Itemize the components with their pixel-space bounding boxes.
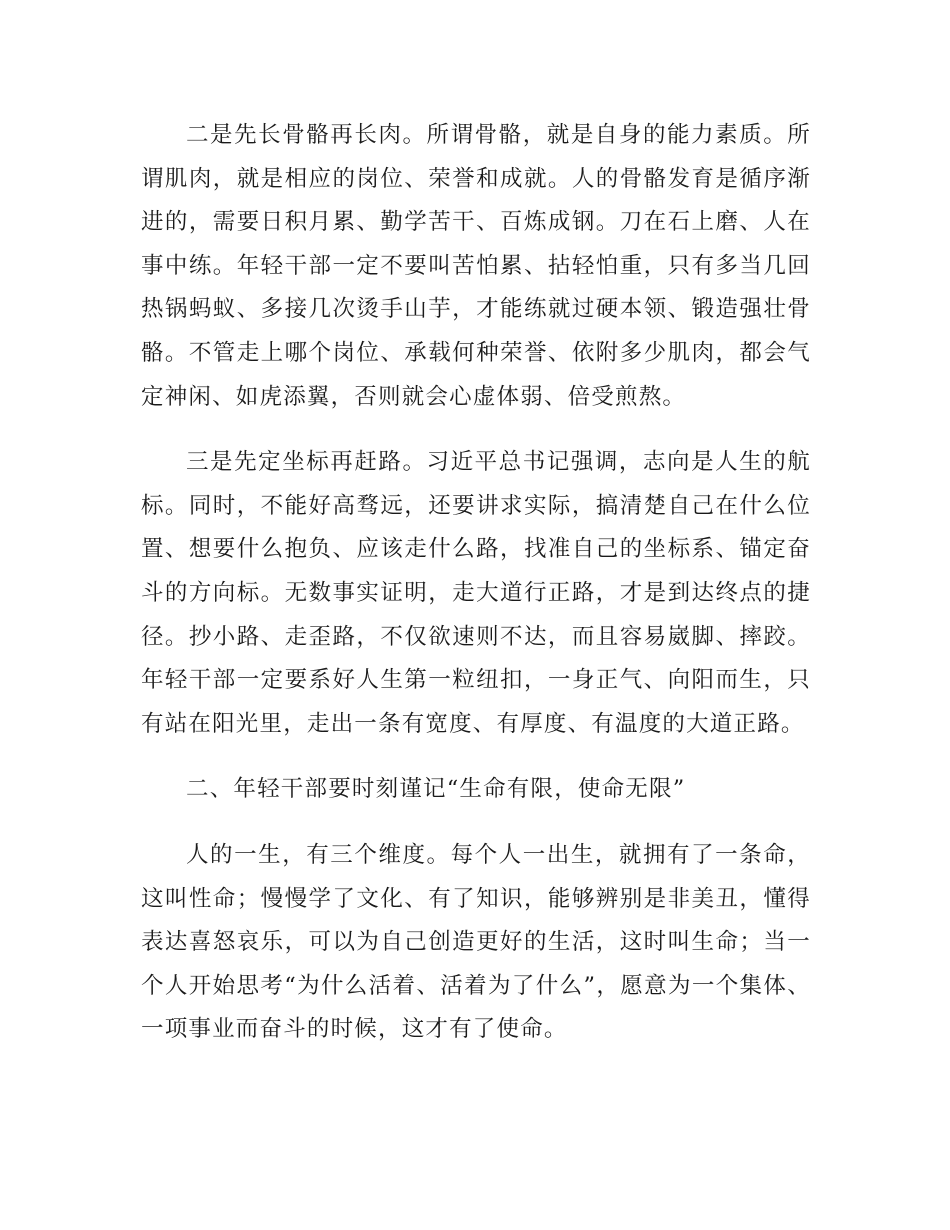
section-heading: 二、年轻干部要时刻谨记“生命有限，使命无限”: [186, 776, 686, 803]
document-body: [141, 114, 811, 1074]
paragraph-bone-before-flesh: 二是先长骨骼再长肉。所谓骨骼，就是自身的能力素质。所谓肌肉，就是相应的岗位、荣誉和成就。人的骨骼发育是循序渐进的，需要日积月累、勤学苦干、百炼成钢。刀在石上磨、人在事中练。年轻干部一定不要叫苦怕累、拈轻怕重，只有多当几回热锅蚂蚁、多接几次烫手山芋，才能练就过硬本领、锻造强壮骨骼。不管走上哪个岗位、承载何种荣誉、依附多少肌肉，都会气定神闲、如虎添翼，否则就会心虚体弱、倍受煎熬。: [141, 122, 811, 410]
paragraph-three-dimensions: 人的一生，有三个维度。每个人一出生，就拥有了一条命，这叫性命；慢慢学了文化、有了知识，能够辨别是非美丑，懂得表达喜怒哀乐，可以为自己创造更好的生活，这时叫生命；当一个人开始思考“为什么活着、活着为了什么”，愿意为一个集体、一项事业而奋斗的时候，这才有了使命。: [141, 841, 811, 1043]
paragraph-coordinates-before-road: 三是先定坐标再赶路。习近平总书记强调，志向是人生的航标。同时，不能好高骛远，还要讲求实际，搞清楚自己在什么位置、想要什么抱负、应该走什么路，找准自己的坐标系、锚定奋斗的方向标。无数事实证明，走大道行正路，才是到达终点的捷径。抄小路、走歪路，不仅欲速则不达，而且容易崴脚、摔跤。年轻干部一定要系好人生第一粒纽扣，一身正气、向阳而生，只有站在阳光里，走出一条有宽度、有厚度、有温度的大道正路。: [141, 449, 811, 737]
